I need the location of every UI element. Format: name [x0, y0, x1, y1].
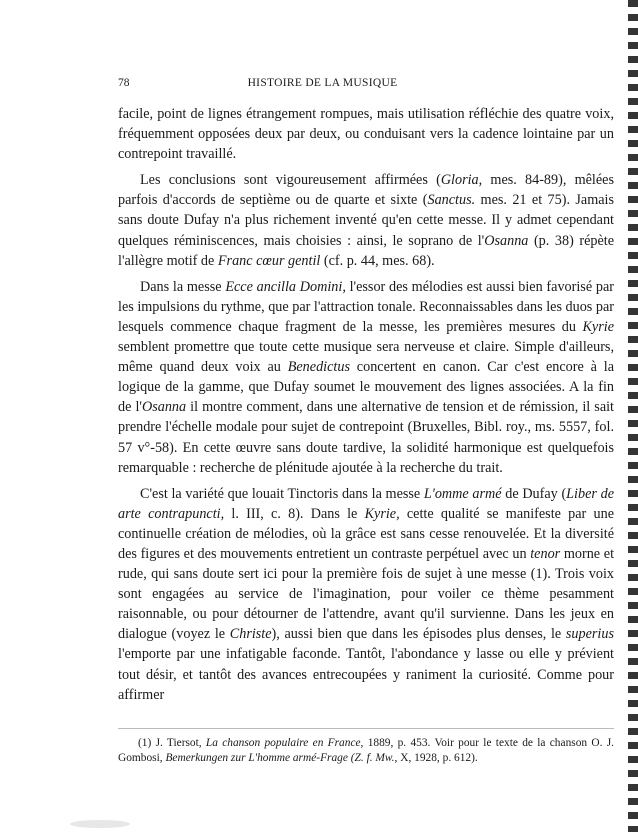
body-text [118, 104, 614, 711]
text-run: l'essor des mélodies est aussi bien favorisé par les impulsions du rythme, que par l'attraction tonale. Reconnaissables dans les duos par lesquels commence chaque fragment de la messe, les premières mesures du [118, 278, 614, 335]
text-run: Les conclusions sont vigoureusement affirmées ( [140, 172, 441, 189]
italic-text-run: superius [565, 626, 614, 643]
paragraph-1 [118, 104, 614, 164]
italic-text-run: Sanctus. [427, 192, 476, 209]
footnote-rule [118, 728, 614, 729]
text-run: 1889, p. 453. Voir pour le texte de la chanson O. J. Gombosi, [118, 737, 614, 764]
text-run: X, 1928, p. 612). [397, 752, 478, 764]
italic-text-run: Kyrie, [364, 505, 400, 522]
text-run: Dans la messe [140, 278, 226, 295]
scan-smudge [70, 820, 130, 828]
italic-text-run: Gloria, [440, 172, 483, 189]
text-run: concertent en canon. Car c'est encore à la logique de la gamme, que Dufay soumet le mouvement des lignes associées. A la fin de l' [118, 359, 614, 416]
text-run: (cf. p. 44, mes. 68). [320, 252, 435, 269]
italic-text-run: Kyrie [582, 318, 614, 335]
text-run: morne et rude, qui sans doute sert ici pour la première fois de sujet à une messe (1). Trois voix sont engagées au service de l'imagination, pour voiler ce thème pesamment raisonnable, ou pour détourner de l'attendre, avant qu'il survienne. Dans les jeux en dialogue (voyez le [118, 545, 615, 643]
text-run: facile, point de lignes étrangement rompues, mais utilisation réfléchie des quatre voix, fréquemment opposées deux par deux, ou conduisant vers la cadence lointaine par un contrepoint travaillé. [118, 106, 614, 163]
text-run: cette qualité se manifeste par une continuelle création de mélodies, où la grâce est sans cesse renouvelée. Et la diversité des figures et des mouvements entretient un contraste perpétuel avec un [118, 505, 614, 562]
footnote-1 [118, 736, 614, 766]
paragraph-3 [118, 277, 614, 478]
text-run: ), aussi bien que dans les épisodes plus denses, le [271, 626, 566, 643]
paragraph-4 [118, 484, 614, 705]
italic-text-run: tenor [530, 545, 561, 562]
running-head: HISTOIRE DE LA MUSIQUE [247, 77, 398, 89]
text-run: C'est la variété que louait Tinctoris dans la messe [140, 485, 424, 502]
text-run: mes. 84-89), mêlées parfois d'accords de septième ou de quarte et sixte ( [118, 172, 614, 209]
italic-text-run: La chanson populaire en France, [205, 737, 364, 749]
text-run: semblent promettre que toute cette musique sera nerveuse et claire. Simple d'ailleurs, même quand deux voix au [118, 339, 614, 376]
italic-text-run: Osanna [484, 232, 529, 249]
italic-text-run: Benedictus [287, 359, 350, 376]
page-number: 78 [118, 77, 130, 89]
italic-text-run: Liber de arte contrapuncti, [118, 485, 614, 522]
italic-text-run: Bemerkungen zur L'homme armé-Frage [165, 752, 348, 764]
paragraph-2 [118, 170, 614, 270]
scan-edge-binding [628, 0, 638, 832]
italic-text-run: Franc cœur gentil [217, 252, 321, 269]
italic-text-run: Ecce ancilla Domini, [225, 278, 346, 295]
text-run: de Dufay ( [501, 485, 567, 502]
page-header [110, 76, 535, 90]
text-run: (1) J. Tiersot, [138, 737, 206, 749]
text-run: il montre comment, dans une alternative de tension et de rémission, il sait prendre l'échelle modale pour sujet de contrepoint (Bruxelles, Bibl. roy., ms. 5557, fol. 57 v°-58). En cette œuvre sans doute tardive, la solidité harmonique est quelquefois remarquable : recherche de plénitude ajoutée à la recherche du trait. [118, 399, 614, 476]
italic-text-run: (Z. f. Mw., [347, 752, 398, 764]
italic-text-run: Christe [229, 626, 272, 643]
text-run: l'emporte par une infatigable faconde. Tantôt, l'abondance y lasse ou elle y prévient tout désir, et tantôt des avances entrecoupées y raniment la curiosité. Comme pour affirmer [118, 646, 614, 703]
text-run: (p. 38) répète l'allègre motif de [118, 232, 615, 269]
text-run: l. III, c. 8). Dans le [224, 505, 365, 522]
footnotes [118, 736, 614, 766]
italic-text-run: L'omme armé [423, 485, 502, 502]
italic-text-run: Osanna [141, 399, 187, 416]
text-run: mes. 21 et 75). Jamais sans doute Dufay n'a plus richement inventé qu'en cette messe. Il y admet cependant quelques réminiscences, mais choisies : ainsi, le soprano de l' [118, 192, 614, 249]
